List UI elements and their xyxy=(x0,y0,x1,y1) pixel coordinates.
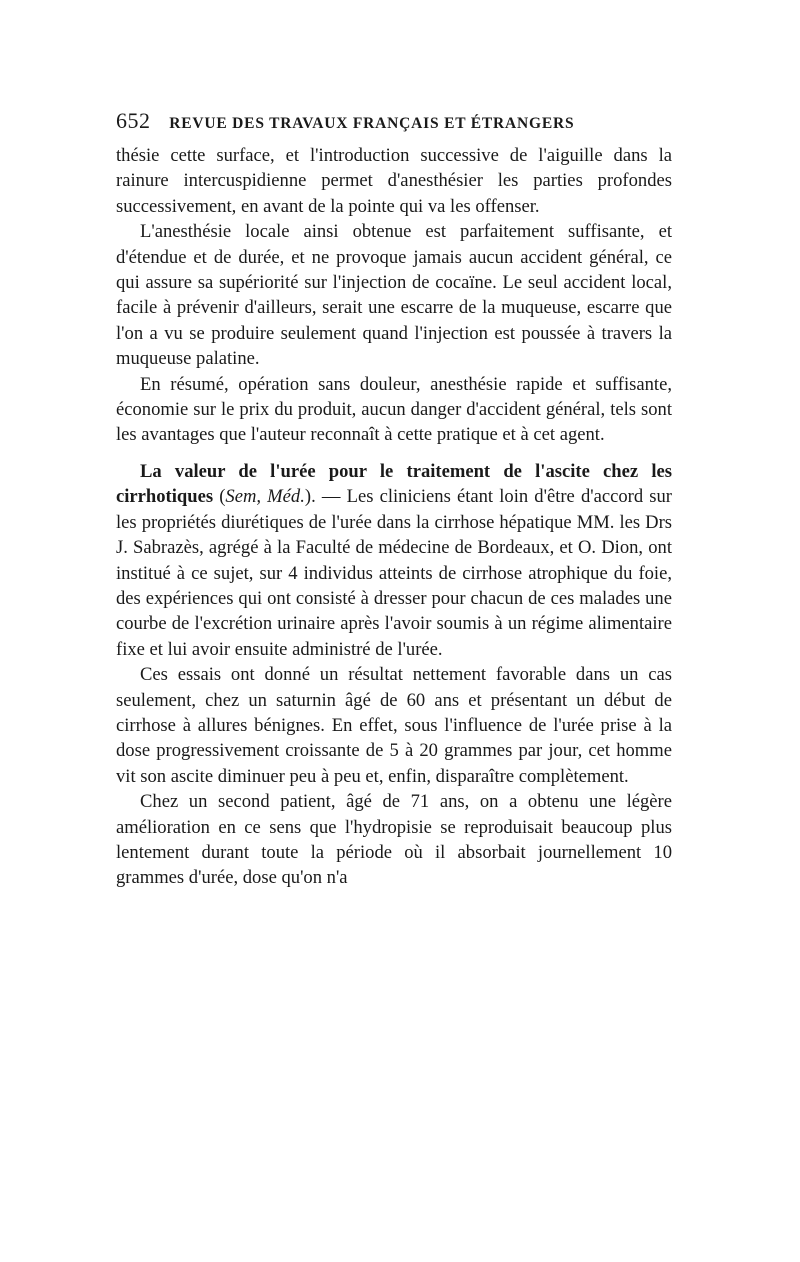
article-text: Les cliniciens étant loin d'être d'accord sur les propriétés diurétiques de l'urée dans la cirrhose hépatique MM. les Drs J. Sabrazès, agrégé à la Faculté de médecine de Bordeaux, et O. Dion, ont institué à ce sujet, sur 4 individus atteints de cirrhose atrophique du foie, des expériences qui ont consisté à dresser pour chacun de ces malades une courbe de l'excrétion urinaire après l'avoir soumis à un régime alimentaire fixe et lui avoir ensuite administré de l'urée. xyxy=(116,486,672,660)
paragraph: Chez un second patient, âgé de 71 ans, on a obtenu une légère amélioration en ce sens que l'hydropisie se reproduisait beaucoup plus lentement durant toute la période où il absorbait journellement 10 grammes d'urée, dose qu'on n'a xyxy=(116,791,672,889)
article-source: Sem, Méd. xyxy=(225,486,305,508)
article-paragraph xyxy=(116,459,672,662)
article-title: La valeur de l'urée pour le traitement de l'ascite chez les cirrhotiques xyxy=(116,460,672,508)
paragraph: En résumé, opération sans douleur, anesthésie rapide et suffisante, économie sur le prix du produit, aucun danger d'accident général, tels sont les avantages que l'auteur reconnaît à cette pratique et à cet agent. xyxy=(116,373,672,446)
page-number: 652 xyxy=(116,108,151,133)
paragraph: Ces essais ont donné un résultat nettement favorable dans un cas seulement, chez un saturnin âgé de 60 ans et présentant un début de cirrhose à allures bénignes. En effet, sous l'influence de l'urée prise à la dose progressivement croissante de 5 à 20 grammes par jour, cet homme vit son ascite diminuer peu à peu et, enfin, disparaître complètement. xyxy=(116,664,672,787)
running-title: REVUE DES TRAVAUX FRANÇAIS ET ÉTRANGERS xyxy=(169,115,575,132)
body-text xyxy=(116,143,672,891)
article-source-close: ). — xyxy=(304,486,347,508)
page-header xyxy=(116,108,676,137)
article-source-open: ( xyxy=(213,486,226,508)
paragraph: thésie cette surface, et l'introduction successive de l'aiguille dans la rainure intercuspidienne permet d'anesthésier les parties profondes successivement, en avant de la pointe qui va les offenser. xyxy=(116,145,672,217)
paragraph: L'anesthésie locale ainsi obtenue est parfaitement suffisante, et d'étendue et de durée, et ne provoque jamais aucun accident général, ce qui assure sa supériorité sur l'injection de cocaïne. Le seul accident local, facile à prévenir d'ailleurs, serait une escarre de la muqueuse, escarre que l'on a vu se produire seulement quand l'injection est poussée à travers la muqueuse palatine. xyxy=(116,221,672,370)
